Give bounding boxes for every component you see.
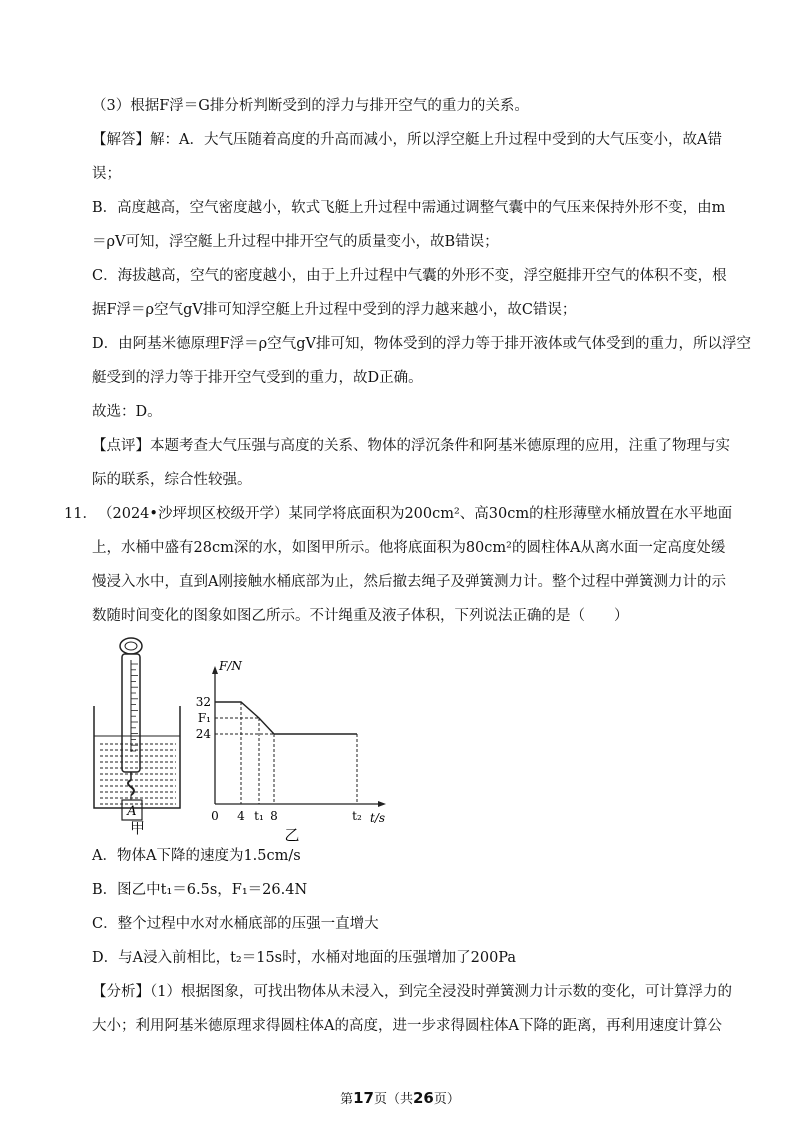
question-line-4: 数随时间变化的图象如图乙所示。不计绳重及液子体积，下列说法正确的是（ ） — [92, 608, 629, 624]
page-number: 17 — [353, 1089, 374, 1107]
comment-line-1: 【点评】本题考查大气压强与高度的关系、物体的浮沉条件和阿基米德原理的应用，注重了物理与实 — [92, 438, 730, 454]
y-tick-label: 32 — [195, 695, 211, 709]
option-b: B．图乙中t₁＝6.5s，F₁＝26.4N — [92, 882, 308, 898]
text-line-1: （3）根据F浮＝G排分析判断受到的浮力与排开空气的重力的关系。 — [92, 98, 529, 114]
y-tick-label: F₁ — [197, 711, 211, 725]
answer-line-5: C．海拔越高，空气的密度越小，由于上升过程中气囊的外形不变，浮空艇排开空气的体积不变，根 — [92, 268, 727, 284]
comment-line-2: 际的联系，综合性较强。 — [92, 472, 252, 488]
y-tick-label: 24 — [195, 727, 211, 741]
y-axis-arrow — [212, 666, 218, 674]
answer-line-4: ＝ρV可知，浮空艇上升过程中排开空气的质量变小，故B错误； — [92, 234, 499, 250]
answer-line-6: 据F浮＝ρ空气gV排可知浮空艇上升过程中受到的浮力越来越小，故C错误； — [92, 302, 577, 318]
block-a-label: A — [127, 804, 137, 819]
footer-post: 页） — [433, 1092, 460, 1107]
option-a: A．物体A下降的速度为1.5cm/s — [92, 848, 301, 864]
question-line-3: 慢浸入水中，直到A刚接触水桶底部为止，然后撤去绳子及弹簧测力计。整个过程中弹簧测力计的示 — [92, 574, 726, 590]
question-line-2: 上，水桶中盛有28cm深的水，如图甲所示。他将底面积为80cm²的圆柱体A从离水面一定高度处缓 — [92, 540, 726, 556]
y-axis-label: F/N — [219, 659, 242, 673]
x-tick-label: 8 — [270, 809, 278, 823]
x-axis-label: t/s — [370, 811, 386, 825]
answer-line-7: D．由阿基米德原理F浮＝ρ空气gV排可知，物体受到的浮力等于排开液体或气体受到的重力，所以浮空 — [92, 336, 751, 352]
answer-line-2: 误； — [92, 166, 121, 182]
page-total: 26 — [413, 1089, 434, 1107]
answer-line-1 — [92, 130, 722, 150]
x-tick-label: 0 — [211, 809, 219, 823]
x-axis-arrow — [378, 801, 386, 807]
analysis-line-2: 大小；利用阿基米德原理求得圆柱体A的高度，进一步求得圆柱体A下降的距离，再利用速度计算公 — [92, 1018, 722, 1034]
analysis-line-1: 【分析】（1）根据图象，可找出物体从未浸入，到完全浸没时弹簧测力计示数的变化，可计算浮力的 — [92, 984, 732, 1000]
option-d: D．与A浸入前相比，t₂＝15s时，水桶对地面的压强增加了200Pa — [92, 950, 517, 966]
answer-line-9: 故选：D。 — [92, 404, 162, 420]
footer-pre: 第 — [340, 1092, 354, 1107]
x-tick-label: t₁ — [254, 809, 264, 823]
answer-line-3: B．高度越高，空气密度越小，软式飞艇上升过程中需通过调整气囊中的气压来保持外形不变，由m — [92, 200, 726, 216]
option-c: C．整个过程中水对水桶底部的压强一直增大 — [92, 916, 379, 932]
page-footer — [0, 1088, 800, 1107]
scale-ring — [120, 638, 142, 654]
figure-yi-chart — [190, 656, 400, 856]
caption-yi: 乙 — [284, 826, 300, 844]
caption-jia: 甲 — [130, 819, 146, 837]
x-tick-label: t₂ — [352, 809, 362, 823]
answer-line-8: 艇受到的浮力等于排开空气受到的重力，故D正确。 — [92, 370, 423, 386]
question-line-1: （2024•沙坪坝区校级开学）某同学将底面积为200cm²、高30cm的柱形薄壁水桶放置在水平地面 — [98, 506, 733, 522]
bucket — [90, 700, 190, 812]
question-number: 11． — [64, 506, 97, 522]
footer-mid: 页（共 — [373, 1092, 413, 1107]
x-tick-label: 4 — [237, 809, 245, 823]
answer-text: 【解答】解：A．大气压随着高度的升高而减小，所以浮空艇上升过程中受到的大气压变小，故A错 — [92, 132, 722, 148]
